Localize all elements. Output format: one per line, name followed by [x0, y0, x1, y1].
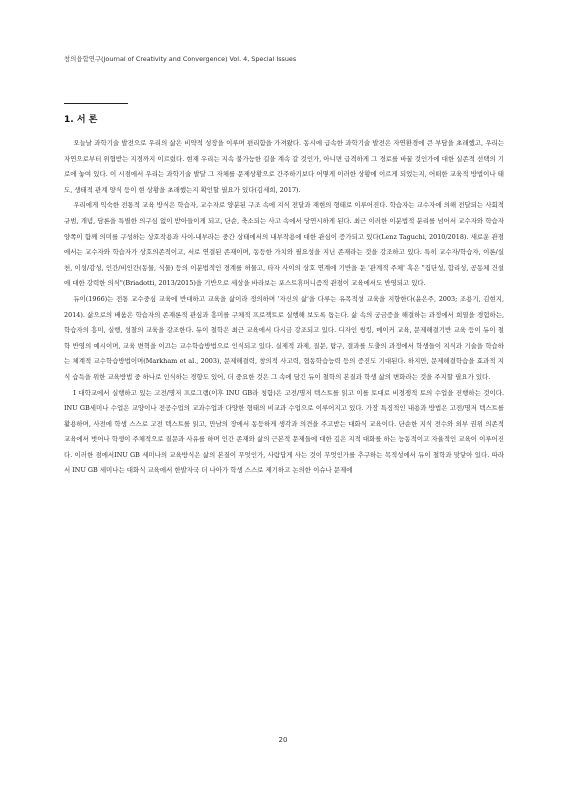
- paragraph: I 대학교에서 실행하고 있는 고전/명저 프로그램(이후 INU GB라 칭함)은 고전/명저 텍스트를 읽고 이를 토대로 비경쟁적 토의 수업을 진행하는 것이다. INU GB세미나 수업은 교양이나 전공수업의 교과수업과 다양한 형태의 비교과 수업으로 이루어지고 있다. 가장 특징적인 내용과 방법은 고전/명저 텍스트를 활용하며, 사전에 학생 스스로 고전 텍스트를 읽고, 만남의 장에서 동등하게 생각과 의견을 주고받는 대화식 교육이다. 단순한 지식 전수와 외부 권위 의존적 교육에서 벗어나 학생이 주체적으로 질문과 사유를 하며 인간 존재와 삶의 근본적 문제들에 대한 깊은 지적 대화를 하는 능동적이고 자율적인 교육이 이루어진다. 이러한 점에서INU GB 세미나의 교육방식은 삶의 본질이 무엇인가, 사람답게 사는 것이 무엇인가를 추구하는 목적성에서 듀이 철학과 맞닿아 있다. 따라서 INU GB 세미나는 대화식 교육에서 한발자국 더 나아가 학생 스스로 제기하고 논의한 이슈나 문제에: [64, 388, 504, 475]
- journal-header: 창의융합연구(Journal of Creativity and Convergence) Vol. 4, Special Issues: [64, 55, 297, 63]
- paragraph: 듀이(1966)는 전통 교수중심 교육에 반대하고 교육을 삶이라 정의하며 '자신의 삶'을 다루는 유목적성 교육을 지향한다(윤은주, 2003; 조용기, 김현지, 2014). 삶으로의 배움은 학습자의 존재론적 관심과 흥미를 구체적 프로젝트로 실행해 보도록 돕는다. 삶 속의 궁금증을 해결하는 과정에서 희열을 경험하는, 학습자의 흥미, 실행, 성찰의 교육을 강조한다. 듀이 철학은 최근 교육에서 다시금 강조되고 있다. 디자인 씽킹, 메이커 교육, 문제해결기반 교육 등이 듀이 철학 반영의 예시이며, 교육 변혁을 이끄는 교수학습방법으로 인식되고 있다. 실제적 과제, 질문, 탐구, 결과를 도출의 과정에서 학생들이 지식과 기술을 학습하는 체계적 교수학습방법이며(Markham et al., 2003), 문제해결력, 창의적 사고력, 협동학습능력 등의 증진도 기대된다. 하지만, 문제해결학습을 효과적 지식 습득을 위한 교육방법 중 하나로 인식하는 경향도 있어, 더 중요한 것은 그 속에 담긴 듀이 철학의 본질과 학생 삶의 변화라는 것을 주지할 필요가 있다.: [64, 294, 504, 381]
- page-number: 20: [278, 736, 288, 744]
- section-title: 1. 서 론: [64, 115, 98, 125]
- paragraph: 우리에게 익숙한 전통적 교육 방식은 학습자, 교수자로 양분된 구조 속에 지식 전달과 재현의 형태로 이루어진다. 학습자는 교수자에 의해 전달되는 사회적 규범, 개념, 담론을 특별한 의구심 없이 받아들이게 되고, 단순, 축소되는 사고 속에서 당연시하게 된다. 최근 이러한 이분법적 분리를 넘어서 교수자와 학습자 양쪽이 함께 의미를 구성하는 상호작용과 사이-내부라는 중간 상태에서의 내부작용에 대한 관심이 증가되고 있다(Lenz Taguchi, 2010/2018). 새로운 관점에서는 교수자와 학습자가 상호의존적이고, 서로 연결된 존재이며, 동등한 가치와 필요성을 지닌 존재라는 것을 강조하고 있다. 특히 교수자/학습자, 이론/실천, 이성/감성, 인간/비인간(동물, 식물) 등의 이분법적인 경계를 허물고, 타자 사이의 상호 연계에 기반을 둔 '관계적 주체' 혹은 "집단성, 합리성, 공동체 건설에 대한 강력한 의식"(Briadotti, 2013/2015)을 기반으로 세상을 바라보는 포스트휴머니즘적 관점이 교육에서도 반영되고 있다.: [64, 201, 504, 288]
- section-divider: [64, 103, 128, 104]
- paragraph: 오늘날 과학기술 발전으로 우리의 삶은 비약적 성장을 이루며 편리함을 가져왔다. 동시에 급속한 과학기술 발전은 자연환경에 큰 부담을 초래했고, 우리는 자연으로부터 위협받는 지경까지 이르렀다. 현재 우리는 지속 불가능한 길을 계속 갈 것인가, 아니면 급격하게 그 경로를 바꿀 것인가에 대한 실존적 선택의 기로에 놓여 있다. 이 시점에서 우리는 과학기술 발달 그 자체를 문제상황으로 간주하기보다 어떻게 이러한 상황에 이르게 되었는지, 어떠한 교육적 방법이나 태도, 생태적 관계 양식 등이 현 상황을 초래했는지 확인할 필요가 있다(김세희, 2017).: [64, 139, 504, 194]
- body-text: [64, 136, 504, 479]
